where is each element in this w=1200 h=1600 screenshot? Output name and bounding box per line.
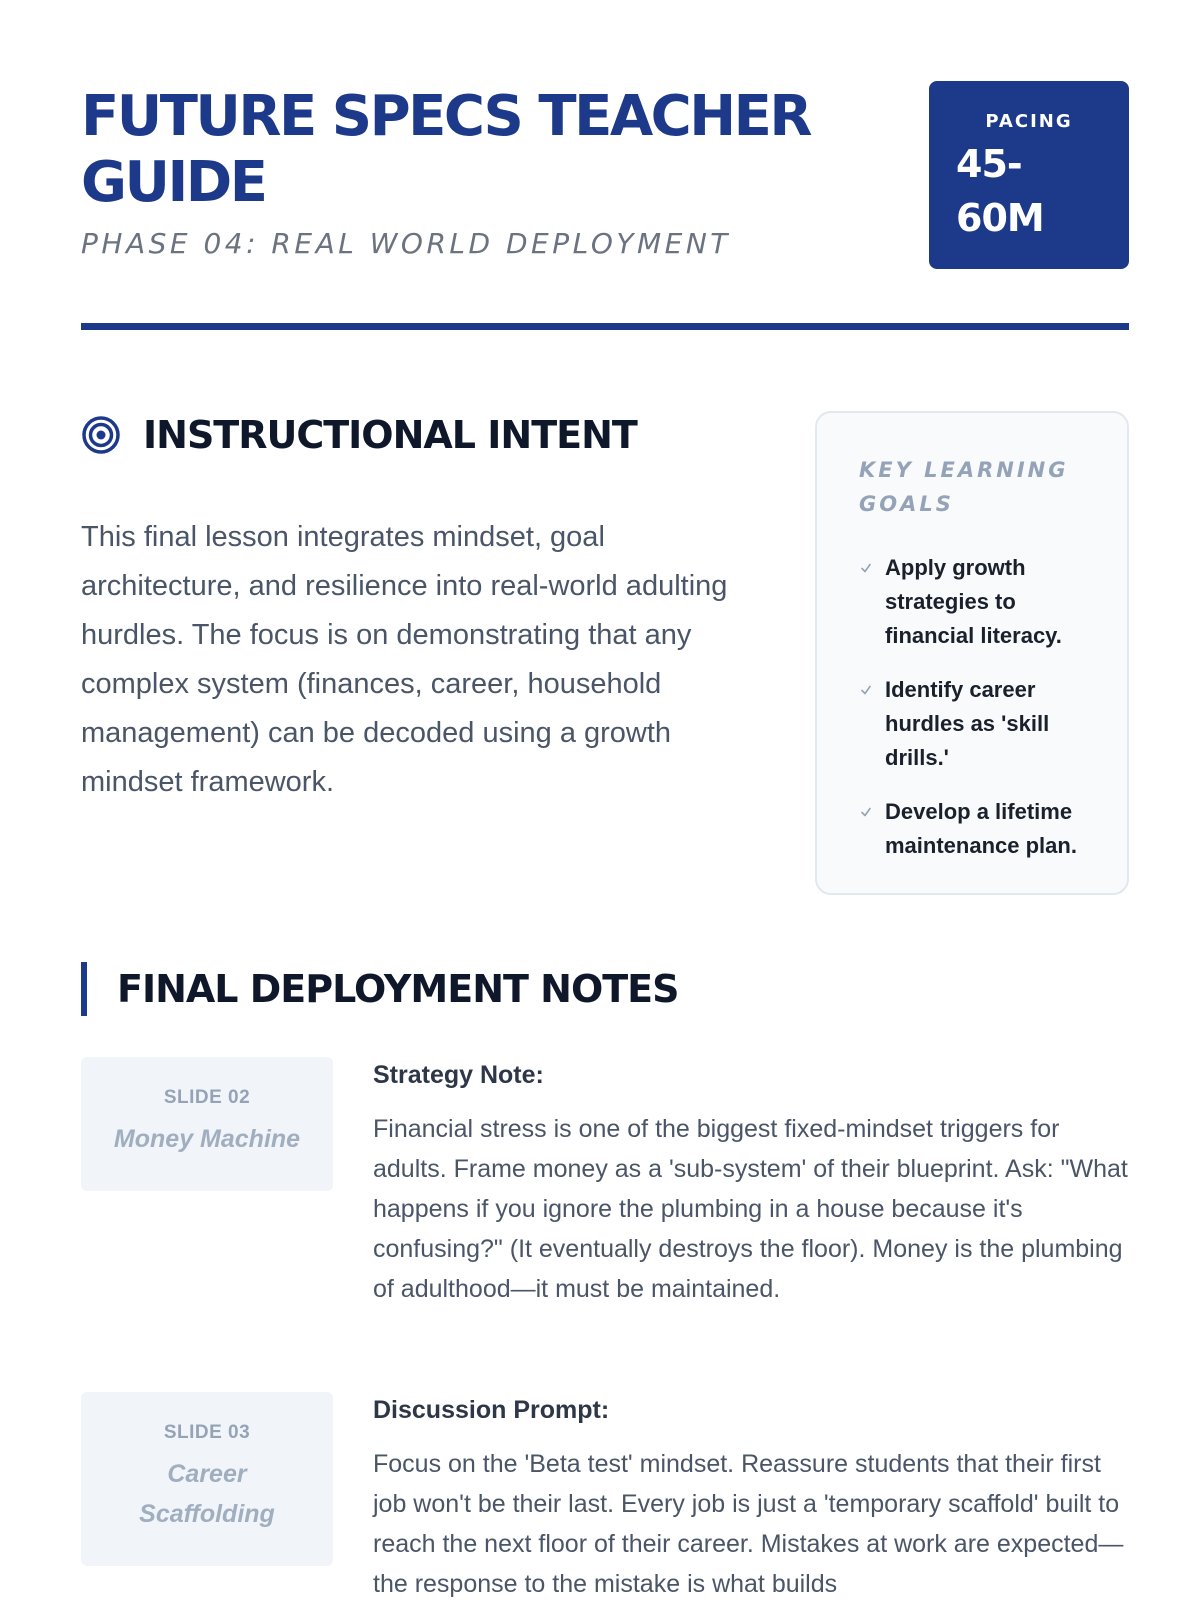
- page-title: FUTURE SPECS TEACHER GUIDE: [81, 84, 810, 215]
- pacing-value: 45-60M: [956, 142, 1044, 240]
- page-subtitle: PHASE 04: REAL WORLD DEPLOYMENT: [81, 227, 731, 260]
- section-title: FINAL DEPLOYMENT NOTES: [117, 967, 679, 1011]
- goal-text: Develop a lifetime maintenance plan.: [885, 799, 1077, 858]
- goals-list: [859, 551, 1087, 863]
- intent-paragraph: This final lesson integrates mindset, goal architecture, and resilience into real-world adulting hurdles. The focus is on demonstrating that any complex system (finances, career, household management) can be decoded using a growth mindset framework.: [81, 521, 728, 798]
- pacing-badge: [929, 81, 1129, 269]
- slide-number: SLIDE 02: [163, 1087, 251, 1108]
- page-header: [81, 80, 1129, 270]
- slide-tag: [81, 1057, 333, 1191]
- note-label: Strategy Note:: [373, 1061, 544, 1089]
- slide-tag: [81, 1392, 333, 1566]
- note-content: [373, 1392, 1133, 1600]
- key-learning-goals-card: [815, 411, 1129, 895]
- slide-name: Career Scaffolding: [139, 1460, 275, 1528]
- deployment-notes-heading: [81, 962, 679, 1016]
- note-text: Focus on the 'Beta test' mindset. Reassure students that their first job won't be their last. Every job is just a 'temporary scaffold' built to reach the next floor of their career. Mistakes at work are expected—the response to the mistake is what builds: [373, 1450, 1124, 1598]
- note-label: Discussion Prompt:: [373, 1396, 610, 1424]
- check-icon: [859, 805, 873, 819]
- slide-name: Money Machine: [113, 1125, 301, 1153]
- note-text: Financial stress is one of the biggest fixed-mindset triggers for adults. Frame money as a 'sub-system' of their blueprint. Ask: "What happens if you ignore the plumbing in a house because it's confusing?" (It eventually destroys the floor). Money is the plumbing of adulthood—it must be maintained.: [373, 1115, 1128, 1303]
- check-icon: [859, 561, 873, 575]
- section-heading: [81, 405, 761, 465]
- goal-text: Apply growth strategies to financial literacy.: [885, 555, 1062, 648]
- goals-title: KEY LEARNING GOALS: [859, 458, 1069, 516]
- list-item: [859, 673, 1087, 775]
- list-item: [859, 551, 1087, 653]
- note-content: [373, 1057, 1133, 1309]
- slide-number: SLIDE 03: [163, 1422, 251, 1443]
- goal-text: Identify career hurdles as 'skill drills.': [885, 677, 1050, 770]
- pacing-label: PACING: [985, 111, 1073, 132]
- check-icon: [859, 683, 873, 697]
- section-title: INSTRUCTIONAL INTENT: [143, 413, 637, 457]
- target-icon: [81, 415, 121, 455]
- instructional-intent-section: [81, 405, 761, 807]
- header-divider: [81, 323, 1129, 330]
- list-item: [859, 795, 1087, 863]
